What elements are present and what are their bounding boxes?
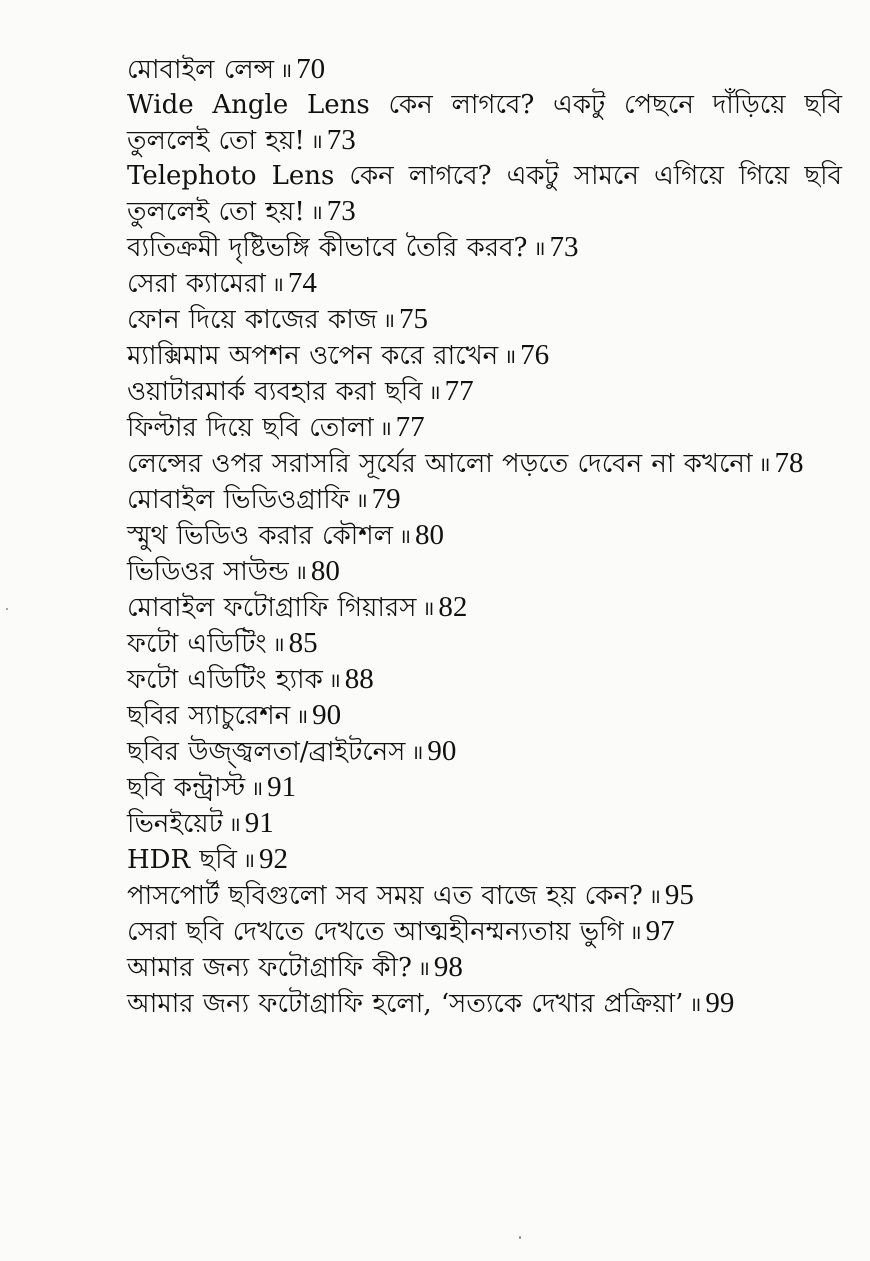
scan-speck xyxy=(6,608,8,610)
page-number: 82 xyxy=(438,591,468,623)
toc-entry xyxy=(127,986,842,1022)
page-number: 80 xyxy=(414,519,444,551)
entry-title: সেরা ছবি দেখতে দেখতে আত্মহীনম্মন্যতায় ভুগি xyxy=(127,917,624,947)
page-separator: ॥ xyxy=(422,596,435,620)
toc-entry xyxy=(127,770,842,806)
page-number: 70 xyxy=(296,53,326,85)
toc-entry xyxy=(127,410,842,446)
page-separator: ॥ xyxy=(228,812,241,836)
page-separator: ॥ xyxy=(310,129,323,153)
toc-entry xyxy=(127,554,842,590)
toc-entry xyxy=(127,302,842,338)
entry-title: পাসপোর্ট ছবিগুলো সব সময় এত বাজে হয় কেন? xyxy=(127,881,643,911)
page-separator: ॥ xyxy=(383,308,395,332)
page-separator: ॥ xyxy=(411,740,424,764)
scan-speck xyxy=(519,1236,521,1239)
entry-title: সেরা ক্যামেরা xyxy=(127,269,266,299)
page-separator: ॥ xyxy=(296,704,309,728)
toc-entry xyxy=(127,950,842,986)
page-number: 73 xyxy=(326,124,356,156)
toc-entry xyxy=(127,734,842,770)
page-number: 88 xyxy=(344,663,374,695)
toc-entry xyxy=(127,518,842,554)
toc-entry xyxy=(127,806,842,842)
entry-title: ফিল্টার দিয়ে ছবি তোলা xyxy=(127,413,374,443)
page-separator: ॥ xyxy=(428,380,441,404)
page-number: 90 xyxy=(312,699,342,731)
page-separator: ॥ xyxy=(689,992,702,1016)
toc-entry xyxy=(127,338,842,374)
page-number: 99 xyxy=(705,987,735,1019)
toc-entry xyxy=(127,698,842,734)
page-number: 91 xyxy=(267,771,297,803)
toc-entry xyxy=(127,230,842,266)
page-separator: ॥ xyxy=(417,956,430,980)
entry-title: মোবাইল ভিডিওগ্রাফি xyxy=(127,485,350,515)
page-separator: ॥ xyxy=(251,776,264,800)
entry-title: মোবাইল লেন্স xyxy=(127,55,275,85)
page-separator: ॥ xyxy=(379,416,392,440)
page-number: 90 xyxy=(427,735,457,767)
page-number: 79 xyxy=(371,483,401,515)
page-number: 73 xyxy=(549,231,579,263)
entry-title: ব্যতিক্রমী দৃষ্টিভঙ্গি কীভাবে তৈরি করব? xyxy=(127,233,528,263)
toc-entry xyxy=(127,266,842,302)
page-separator: ॥ xyxy=(310,200,323,224)
entry-title: ছবির উজ্জ্বলতা/ব্রাইটনেস xyxy=(127,737,406,767)
page-separator: ॥ xyxy=(533,236,546,260)
page-number: 75 xyxy=(398,303,428,335)
entry-title: মোবাইল ফটোগ্রাফি গিয়ারস xyxy=(127,593,417,623)
page-number: 80 xyxy=(310,555,340,587)
entry-title: ফোন দিয়ে কাজের কাজ xyxy=(127,305,377,335)
page-separator: ॥ xyxy=(758,452,771,476)
entry-title: ফটো এডিটিং হ্যাক xyxy=(127,665,323,695)
toc-entry xyxy=(127,626,842,662)
toc-entry xyxy=(127,590,842,626)
entry-title: ছবি কন্ট্রাস্ট xyxy=(127,773,246,803)
toc-entry xyxy=(127,842,842,878)
entry-title: আমার জন্য ফটোগ্রাফি হলো, ‘সত্যকে দেখার প্রক্রিয়া’ xyxy=(127,989,684,1019)
page-separator: ॥ xyxy=(271,272,284,296)
page-separator: ॥ xyxy=(648,884,661,908)
page-number: 95 xyxy=(664,879,694,911)
entry-title: ভিডিওর সাউন্ড xyxy=(127,557,289,587)
page-separator: ॥ xyxy=(504,344,517,368)
entry-title: স্মুথ ভিডিও করার কৌশল xyxy=(127,521,393,551)
page-number: 98 xyxy=(433,951,463,983)
page-number: 77 xyxy=(395,411,425,443)
page-number: 91 xyxy=(244,807,274,839)
page-number: 73 xyxy=(326,195,356,227)
entry-title: ম্যাক্সিমাম অপশন ওপেন করে রাখেন xyxy=(127,341,499,371)
page-number: 92 xyxy=(259,843,289,875)
entry-title: Wide Angle Lens কেন লাগবে? একটু পেছনে দাঁড়িয়ে ছবি তুললেই তো হয়! xyxy=(127,90,842,156)
page-separator: ॥ xyxy=(355,488,368,512)
page-number: 97 xyxy=(645,915,675,947)
page-number: 85 xyxy=(288,627,318,659)
table-of-contents xyxy=(127,52,842,1022)
page-number: 74 xyxy=(287,267,317,299)
toc-entry xyxy=(127,914,842,950)
entry-title: ভিনইয়েট xyxy=(127,809,223,839)
entry-title: ওয়াটারমার্ক ব্যবহার করা ছবি xyxy=(127,377,423,407)
toc-entry xyxy=(127,446,842,482)
entry-title: ছবির স্যাচুরেশন xyxy=(127,701,291,731)
page-separator: ॥ xyxy=(280,58,293,82)
page-separator: ॥ xyxy=(294,560,307,584)
entry-title: HDR ছবি xyxy=(127,845,238,875)
page-number: 76 xyxy=(520,339,550,371)
page-separator: ॥ xyxy=(328,668,341,692)
page-separator: ॥ xyxy=(629,920,642,944)
entry-title: ফটো এডিটিং xyxy=(127,629,267,659)
entry-title: আমার জন্য ফটোগ্রাফি কী? xyxy=(127,953,412,983)
toc-entry xyxy=(127,662,842,698)
page-separator: ॥ xyxy=(399,524,411,548)
page-number: 78 xyxy=(774,447,804,479)
toc-entry xyxy=(127,159,842,230)
toc-entry xyxy=(127,482,842,518)
toc-entry xyxy=(127,878,842,914)
entry-title: লেন্সের ওপর সরাসরি সূর্যের আলো পড়তে দেবেন না কখনো xyxy=(127,449,753,479)
toc-entry xyxy=(127,88,842,159)
page-separator: ॥ xyxy=(272,632,285,656)
toc-entry xyxy=(127,52,842,88)
page-number: 77 xyxy=(444,375,474,407)
entry-title: Telephoto Lens কেন লাগবে? একটু সামনে এগিয়ে গিয়ে ছবি তুললেই তো হয়! xyxy=(127,161,842,227)
page-separator: ॥ xyxy=(243,848,256,872)
toc-entry xyxy=(127,374,842,410)
